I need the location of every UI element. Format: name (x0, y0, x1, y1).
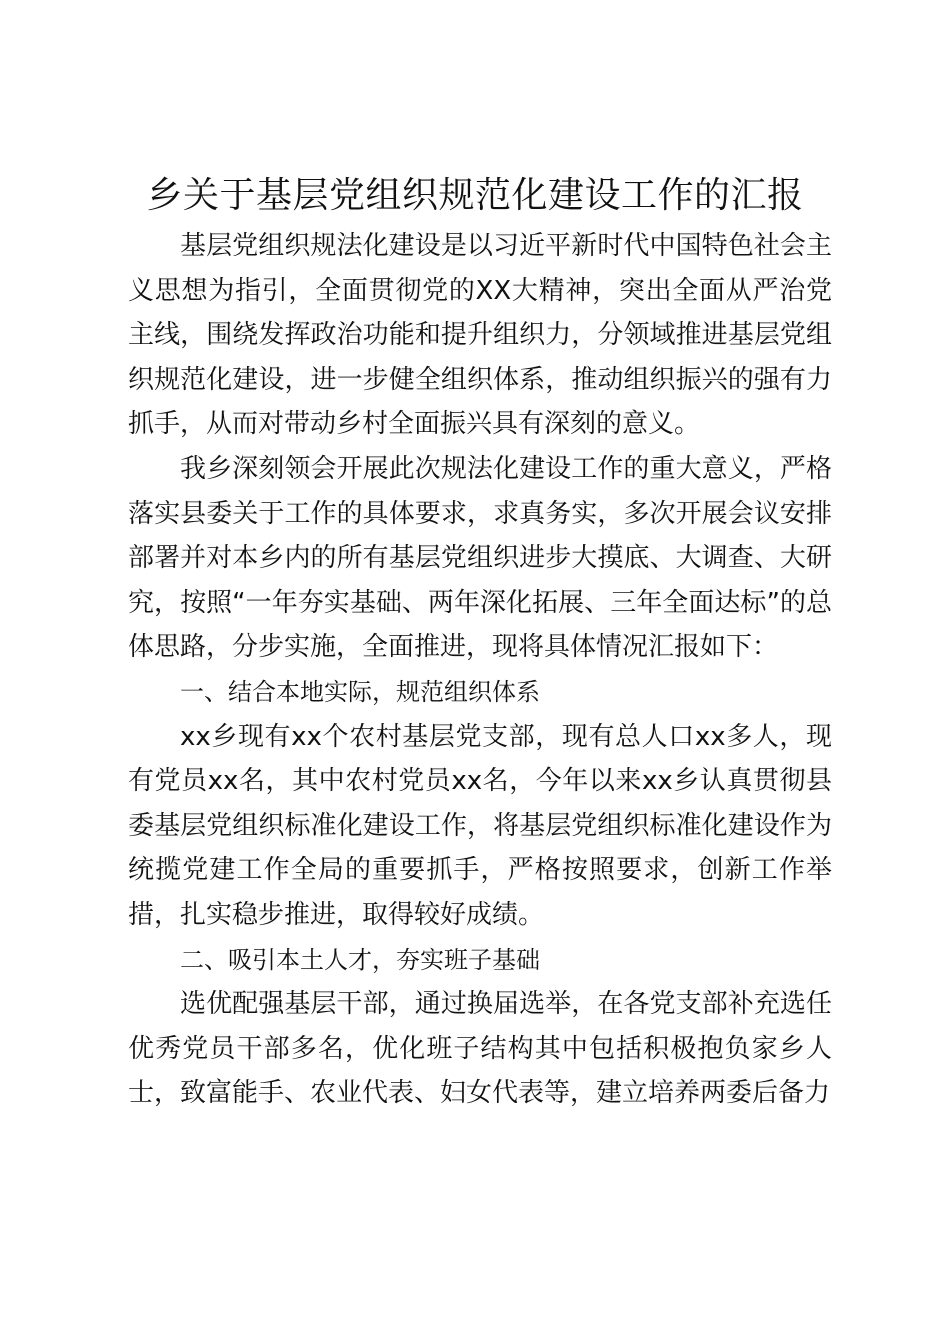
intro-paragraph-1: 基层党组织规法化建设是以习近平新时代中国特色社会主义思想为指引，全面贯彻党的XX大精神，突出全面从严治党主线，围绕发挥政治功能和提升组织力，分领域推进基层党组织规范化建设，进一步健全组织体系，推动组织振兴的强有力抓手，从而对带动乡村全面振兴具有深刻的意义。 (128, 231, 832, 440)
section-1-paragraph: xx乡现有xx个农村基层党支部，现有总人口xx多人，现有党员xx名，其中农村党员xx名，今年以来xx乡认真贯彻县委基层党组织标准化建设工作，将基层党组织标准化建设作为统揽党建工作全局的重要抓手，严格按照要求，创新工作举措，扎实稳步推进，取得较好成绩。 (128, 721, 832, 930)
document-title: 乡关于基层党组织规范化建设工作的汇报 (146, 175, 804, 216)
section-2-paragraph: 选优配强基层干部，通过换届选举，在各党支部补充选任优秀党员干部多名，优化班子结构其中包括积极抱负家乡人士，致富能手、农业代表、妇女代表等，建立培养两委后备力 (128, 989, 832, 1109)
document-body (128, 224, 832, 1116)
section-2-heading: 二、吸引本土人才，夯实班子基础 (180, 945, 540, 974)
intro-paragraph-2: 我乡深刻领会开展此次规法化建设工作的重大意义，严格落实县委关于工作的具体要求，求真务实，多次开展会议安排部署并对本乡内的所有基层党组织进步大摸底、大调查、大研究，按照“一年夯实基础、两年深化拓展、三年全面达标”的总体思路，分步实施，全面推进，现将具体情况汇报如下： (128, 453, 832, 663)
section-1-heading: 一、结合本地实际，规范组织体系 (180, 677, 540, 706)
